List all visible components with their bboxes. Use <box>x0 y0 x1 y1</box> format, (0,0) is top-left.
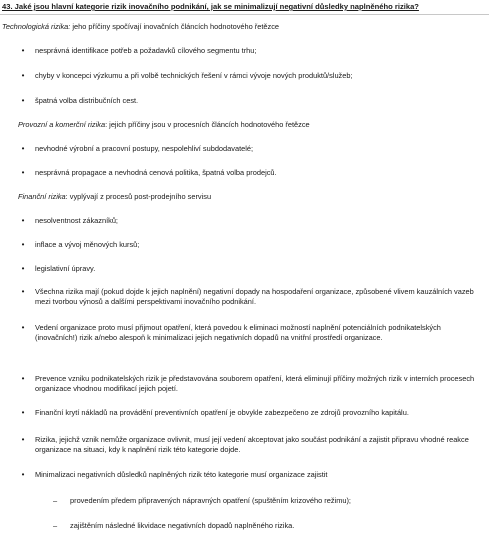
bullet-icon: • <box>21 71 25 80</box>
list-item-text: Finanční krytí nákladů na provádění preventivních opatření je obvykle zabezpečeno ze zdrojů provozního kapitálu. <box>35 408 409 417</box>
header-divider <box>0 14 489 15</box>
question-heading: 43. Jaké jsou hlavní kategorie rizik inovačního podnikání, jak se minimalizují negativní důsledky naplněného rizika? <box>2 2 419 11</box>
bullet-icon: • <box>21 323 25 332</box>
list-item-text: nesprávná propagace a nevhodná cenová politika, špatná volba prodejců. <box>35 168 277 177</box>
list-item-text: Minimalizaci negativních důsledků naplněných rizik této kategorie musí organizace zajistit <box>35 470 328 479</box>
bullet-icon: • <box>21 470 25 479</box>
bullet-icon: • <box>21 264 25 273</box>
bullet-icon: • <box>21 46 25 55</box>
section-intro-technological <box>2 22 481 32</box>
dash-icon: – <box>52 521 58 530</box>
list-item-text: Všechna rizika mají (pokud dojde k jejich naplnění) negativní dopady na hospodaření organizace, způsobené vlivem kauzálních vazeb mezi tvorbou výnosů a dalšími perspektivami inovačního podnikání. <box>35 287 474 306</box>
section-intro-financial <box>18 192 481 202</box>
bullet-icon: • <box>21 435 25 444</box>
bullet-icon: • <box>21 287 25 296</box>
list-item-text: Prevence vzniku podnikatelských rizik je představována souborem opatření, která eliminují příčiny možných rizik v interních procesech organizace vhodnou modifikací jejich pojetí. <box>35 374 475 393</box>
dash-icon: – <box>52 496 58 505</box>
section-intro-operational <box>18 120 481 130</box>
list-item-text: nevhodné výrobní a pracovní postupy, nespolehliví subdodavatelé; <box>35 144 254 153</box>
list-item-text: nesprávná identifikace potřeb a požadavků cílového segmentu trhu; <box>35 46 257 55</box>
bullet-icon: • <box>21 408 25 417</box>
list-item-text: Vedení organizace proto musí přijmout opatření, která povedou k eliminaci možností naplnění potenciálních podnikatelských (inovačních!) rizik a/nebo alespoň k minimalizaci jejich negativních dopadů na vnitřní prostředí organizace. <box>35 323 441 342</box>
bullet-icon: • <box>21 240 25 249</box>
section-label: Provozní a komerční rizika <box>18 120 106 129</box>
sub-list-item-text: provedením předem připravených nápravných opatření (spuštěním krizového režimu); <box>70 496 351 505</box>
list-item-text: legislativní úpravy. <box>35 264 96 273</box>
bullet-icon: • <box>21 374 25 383</box>
bullet-icon: • <box>21 144 25 153</box>
sub-list-item-text: zajištěním následné likvidace negativních dopadů naplněného rizika. <box>70 521 295 530</box>
section-text: : vyplývají z procesů post-prodejního servisu <box>65 192 212 201</box>
section-label: Finanční rizika <box>18 192 66 201</box>
bullet-icon: • <box>21 168 25 177</box>
list-item-text: nesolventnost zákazníků; <box>35 216 118 225</box>
section-text: : jejich příčiny jsou v procesních článcích hodnotového řetězce <box>105 120 310 129</box>
list-item-text: Rizika, jejichž vznik nemůže organizace ovlivnit, musí její vedení akceptovat jako součást podnikání a zajistit připravu vhodné reakce organizace na situaci, kdy k naplnění rizik této kategorie dojde. <box>35 435 469 454</box>
section-text: jeho příčiny spočívají inovačních článcích hodnotového řetězce <box>70 22 280 31</box>
list-item-text: chyby v koncepci výzkumu a při volbě technických řešení v rámci vývoje nových produktů/služeb; <box>35 71 353 80</box>
bullet-icon: • <box>21 216 25 225</box>
list-item-text: špatná volba distribučních cest. <box>35 96 139 105</box>
section-label: Technologická rizika: <box>2 22 71 31</box>
bullet-icon: • <box>21 96 25 105</box>
list-item-text: inflace a vývoj měnových kursů; <box>35 240 140 249</box>
